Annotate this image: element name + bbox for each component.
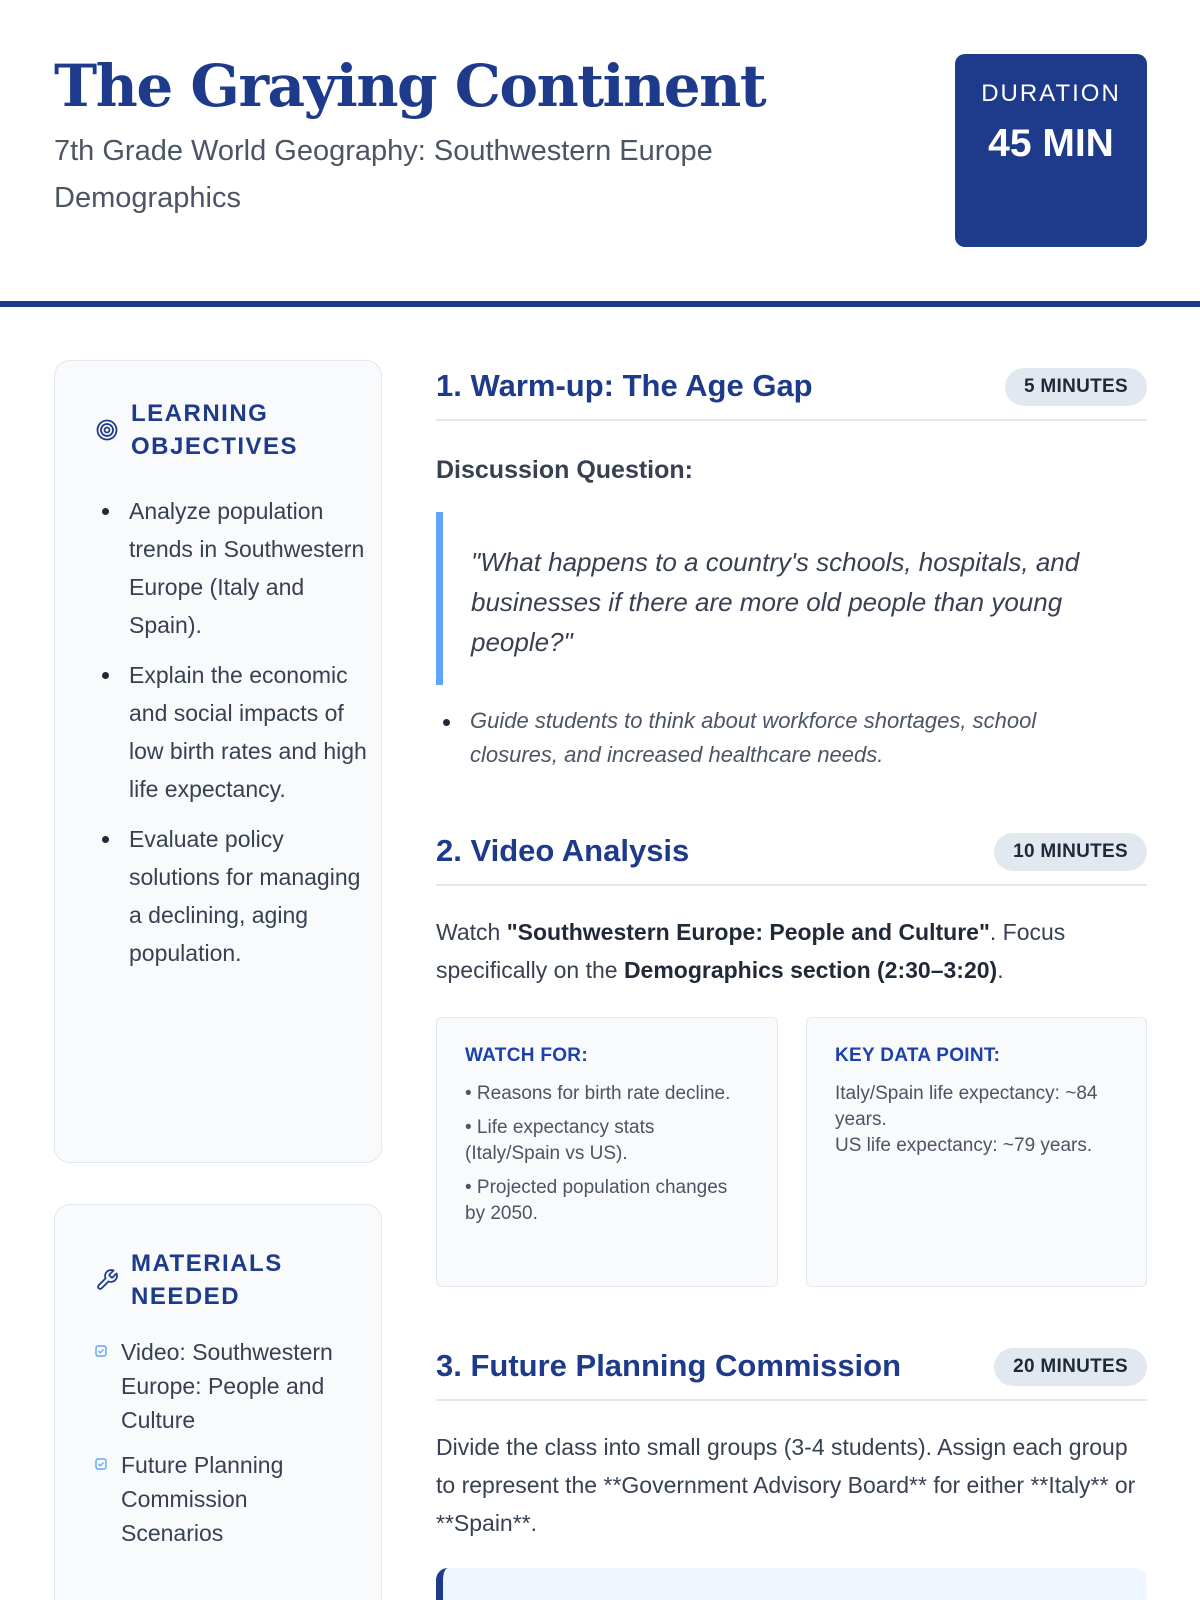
page-title: The Graying Continent: [54, 52, 766, 120]
discussion-question-label: Discussion Question:: [436, 456, 693, 484]
materials-list: [95, 1335, 355, 1561]
key-data-title: KEY DATA POINT:: [835, 1045, 1001, 1066]
checkbox-icon: [95, 1345, 107, 1357]
objective-item: Evaluate policy solutions for managing a declining, aging population.: [129, 820, 369, 972]
section-warmup-header: [436, 364, 1147, 421]
video-instructions-text: Watch: [436, 919, 507, 945]
commission-instructions: Divide the class into small groups (3-4 students). Assign each group to represent the **Government Advisory Board** for either **Italy** or **Spain**.: [436, 1434, 1136, 1536]
key-data-line: US life expectancy: ~79 years.: [835, 1135, 1093, 1156]
section-video-header: [436, 829, 1147, 886]
discussion-quote-text: "What happens to a country's schools, hospitals, and businesses if there are more old people than young people?": [471, 547, 1080, 657]
checkbox-icon: [95, 1458, 107, 1470]
discussion-quote: [436, 512, 1147, 685]
material-item: [95, 1448, 355, 1550]
video-instructions: [436, 913, 1147, 989]
teacher-guide-note: Guide students to think about workforce shortages, school closures, and increased healthcare needs.: [470, 704, 1130, 772]
key-data-line: Italy/Spain life expectancy: ~84 years.: [835, 1083, 1098, 1130]
page-subtitle: 7th Grade World Geography: Southwestern Europe Demographics: [54, 135, 713, 214]
materials-title: MATERIALS NEEDED: [131, 1250, 283, 1310]
material-item: [95, 1335, 355, 1437]
watch-for-item: • Life expectancy stats (Italy/Spain vs US).: [465, 1117, 655, 1164]
objective-item: Analyze population trends in Southwestern Europe (Italy and Spain).: [129, 492, 369, 644]
objective-item: Explain the economic and social impacts of low birth rates and high life expectancy.: [129, 656, 369, 808]
materials-card: [54, 1204, 382, 1600]
target-icon: [95, 418, 119, 442]
video-instructions-text: .: [997, 957, 1004, 983]
objectives-list: [129, 492, 369, 984]
wrench-icon: [95, 1268, 119, 1292]
learning-objectives-card: [54, 360, 382, 1163]
video-instructions-text: . Focus specifically on the: [436, 919, 1066, 983]
time-badge: 20 MINUTES: [994, 1348, 1147, 1386]
learning-objectives-title: LEARNING OBJECTIVES: [131, 400, 299, 460]
watch-for-list: [465, 1081, 751, 1227]
video-title: "Southwestern Europe: People and Culture": [506, 919, 990, 945]
time-badge: 10 MINUTES: [994, 833, 1147, 871]
watch-for-title: WATCH FOR:: [465, 1045, 588, 1066]
watch-for-box: [436, 1017, 778, 1287]
watch-for-item: • Reasons for birth rate decline.: [465, 1083, 731, 1104]
watch-for-item: • Projected population changes by 2050.: [465, 1177, 728, 1224]
duration-label: DURATION: [981, 80, 1121, 107]
section-video-title: 2. Video Analysis: [436, 833, 690, 868]
page-header: [0, 0, 1200, 307]
video-section-time: Demographics section (2:30–3:20): [623, 957, 998, 983]
duration-value: 45 MIN: [988, 122, 1114, 165]
material-item-label: Video: Southwestern Europe: People and Culture: [121, 1339, 333, 1433]
section-commission-header: [436, 1344, 1147, 1401]
scenario-callout: [436, 1568, 1147, 1600]
section-commission-title: 3. Future Planning Commission: [436, 1348, 902, 1383]
time-badge: 5 MINUTES: [1005, 368, 1147, 406]
section-warmup-title: 1. Warm-up: The Age Gap: [436, 368, 813, 403]
duration-badge: [955, 54, 1147, 247]
materials-header: [95, 1247, 301, 1313]
learning-objectives-header: [95, 397, 311, 463]
material-item-label: Future Planning Commission Scenarios: [121, 1452, 284, 1546]
key-data-box: [806, 1017, 1147, 1287]
